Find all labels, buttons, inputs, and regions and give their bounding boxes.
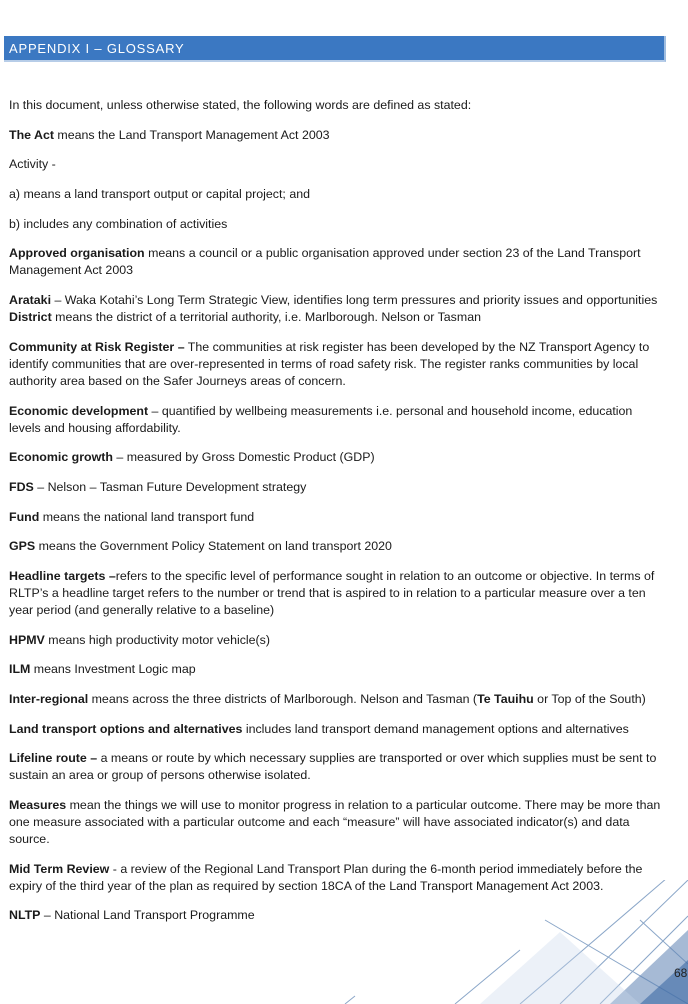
glossary-term: Community at Risk Register – xyxy=(9,339,185,354)
glossary-entry xyxy=(9,797,665,848)
glossary-term: The Act xyxy=(9,127,54,142)
glossary-term: Arataki xyxy=(9,293,52,308)
glossary-term: GPS xyxy=(9,539,36,554)
glossary-definition: includes land transport demand management options and alternatives xyxy=(242,721,629,736)
glossary-definition: a) means a land transport output or capital project; and xyxy=(9,187,310,202)
glossary-term: District xyxy=(9,310,52,325)
glossary-entry xyxy=(9,479,665,496)
glossary-content xyxy=(9,97,665,937)
glossary-term: HPMV xyxy=(9,632,45,647)
glossary-entry xyxy=(9,186,665,203)
glossary-entry xyxy=(9,632,665,649)
glossary-term: NLTP xyxy=(9,908,41,923)
glossary-definition: Activity - xyxy=(9,157,56,172)
glossary-definition: means a council or a public organisation approved under section 23 of the Land Transport Management Act 2003 xyxy=(9,246,641,278)
glossary-definition: means across the three districts of Marlborough. Nelson and Tasman ( xyxy=(88,692,478,706)
glossary-term: Fund xyxy=(9,509,40,524)
intro-paragraph: In this document, unless otherwise stated, the following words are defined as stated: xyxy=(9,98,472,112)
glossary-entry xyxy=(9,156,665,173)
glossary-definition: mean the things we will use to monitor progress in relation to a particular outcome. There may be more than one measure associated with a particular outcome and each “measure” will have associated indicator(s) and data source. xyxy=(9,798,661,847)
glossary-definition: - a review of the Regional Land Transport Plan during the 6-month period immediately before the expiry of the third year of the plan as required by section 18CA of the Land Transport Management Act 2003. xyxy=(9,861,643,893)
glossary-definition: – Nelson – Tasman Future Development strategy xyxy=(33,479,307,494)
glossary-definition: – measured by Gross Domestic Product (GDP) xyxy=(112,450,375,465)
glossary-entry xyxy=(9,216,665,233)
glossary-term: Lifeline route – xyxy=(9,751,98,766)
glossary-term: Measures xyxy=(9,798,67,813)
glossary-term: ILM xyxy=(9,662,31,677)
glossary-entry xyxy=(9,403,665,437)
decor-shape xyxy=(480,932,640,1004)
glossary-entry xyxy=(9,449,665,466)
glossary-term: Approved organisation xyxy=(9,246,145,261)
glossary-entry xyxy=(9,691,665,708)
corner-decoration xyxy=(0,880,688,1004)
glossary-definition: means the national land transport fund xyxy=(39,509,255,524)
glossary-term: Headline targets – xyxy=(9,568,116,583)
glossary-entry xyxy=(9,538,665,555)
section-header-bar xyxy=(4,36,666,62)
glossary-entry xyxy=(9,509,665,526)
glossary-entry xyxy=(9,245,665,279)
glossary-definition: means the Government Policy Statement on land transport 2020 xyxy=(35,539,392,554)
glossary-definition: means the Land Transport Management Act 2003 xyxy=(53,127,330,142)
glossary-definition: a means or route by which necessary supplies are transported or over which supplies must be sent to sustain an area or group of persons otherwise isolated. xyxy=(9,751,657,783)
glossary-definition: refers to the specific level of performance sought in relation to an outcome or objective. In terms of RLTP’s a headline target refers to the number or trend that is aspired to in relation to a particular measure over a ten year period (and generally relative to a baseline) xyxy=(9,568,655,617)
glossary-entry xyxy=(9,661,665,678)
glossary-term: Inter-regional xyxy=(9,692,89,706)
glossary-definition: – Waka Kotahi’s Long Term Strategic View, identifies long term pressures and priority issues and opportunities xyxy=(51,293,658,308)
glossary-entry xyxy=(9,721,665,738)
glossary-definition: The communities at risk register has been developed by the NZ Transport Agency to identify communities that are over-represented in terms of road safety risk. The register ranks communities by local authority area based on the Safer Journeys areas of concern. xyxy=(9,339,650,388)
glossary-term: Mid Term Review xyxy=(9,861,110,876)
glossary-definition: – National Land Transport Programme xyxy=(40,908,255,923)
glossary-term: Land transport options and alternatives xyxy=(9,721,243,736)
glossary-term: Te Tauihu xyxy=(477,692,534,706)
glossary-entry xyxy=(9,292,665,326)
glossary-definition: or Top of the South) xyxy=(533,692,646,706)
glossary-list xyxy=(9,127,665,925)
section-title: APPENDIX I – GLOSSARY xyxy=(9,41,185,56)
glossary-term: FDS xyxy=(9,479,34,494)
glossary-entry xyxy=(9,750,665,784)
glossary-entry xyxy=(9,339,665,390)
glossary-definition: – quantified by wellbeing measurements i.e. personal and household income, education levels and housing affordability. xyxy=(9,403,633,435)
decor-line xyxy=(345,996,355,1004)
glossary-definition: means high productivity motor vehicle(s) xyxy=(44,632,270,647)
glossary-definition: means Investment Logic map xyxy=(30,662,196,677)
glossary-definition: means the district of a territorial authority, i.e. Marlborough. Nelson or Tasman xyxy=(51,310,481,325)
glossary-definition: b) includes any combination of activities xyxy=(9,216,228,231)
glossary-entry xyxy=(9,568,665,619)
glossary-term: Economic development xyxy=(9,403,149,418)
page-number: 68 xyxy=(674,966,688,980)
glossary-term: Economic growth xyxy=(9,450,113,465)
glossary-entry xyxy=(9,127,665,144)
